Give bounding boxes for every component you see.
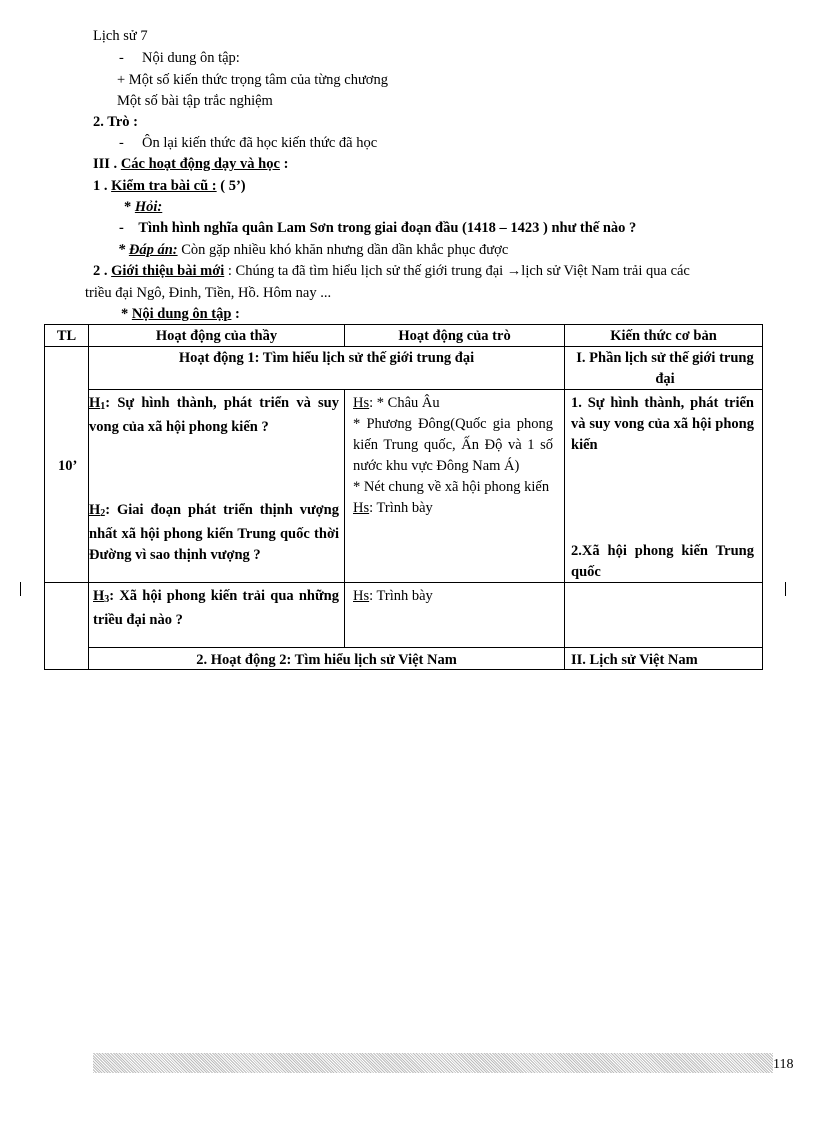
- answer-text: Còn gặp nhiều khó khăn nhưng dần dần khắc phục được: [177, 242, 509, 258]
- footer-bar: [93, 1053, 773, 1073]
- activity1-knowledge: I. Phần lịch sử thế giới trung đại: [576, 350, 754, 387]
- student-answer-3: Hs: Trình bày: [353, 588, 433, 604]
- section3-colon: :: [279, 156, 289, 172]
- time-label: 10’: [58, 458, 78, 474]
- intro-num: 2 .: [93, 263, 108, 279]
- knowledge-1: 1. Sự hình thành, phát triển và suy vong của xã hội phong kiến: [571, 395, 754, 453]
- question-label-text: Hỏi:: [134, 199, 163, 215]
- intro-line-1: [93, 262, 690, 280]
- check-num: 1 .: [93, 178, 108, 194]
- knowledge-2: 2.Xã hội phong kiến Trung quốc: [571, 543, 754, 580]
- activity1-title: Hoạt động 1: Tìm hiểu lịch sử thế giới trung đại: [178, 350, 475, 366]
- header-knowledge: Kiến thức cơ bản: [610, 328, 717, 344]
- answer-label: Đáp án:: [128, 242, 178, 258]
- subject-title: Lịch sử 7: [93, 28, 148, 44]
- activity2-knowledge: II. Lịch sử Việt Nam: [571, 652, 698, 668]
- key-knowledge-item: + Một số kiến thức trọng tâm của từng chương: [117, 72, 388, 88]
- student-item: - Ôn lại kiến thức đã học kiến thức đã học: [119, 135, 378, 151]
- section3-num: III .: [93, 156, 118, 172]
- teacher-question-1: $H_1$: Sự hình thành, phát triển và suy vong của xã hội phong kiến ?: [89, 395, 339, 435]
- student-item-text: Ôn lại kiến thức đã học kiến thức đã học: [141, 135, 378, 151]
- question-text: Tình hình nghĩa quân Lam Sơn trong giai đoạn đầu (1418 – 1423 ) như thế nào ?: [138, 220, 637, 236]
- section3-title: Các hoạt động dạy và học: [120, 156, 280, 172]
- header-student: Hoạt động của trò: [398, 328, 511, 344]
- intro-line-2: triều đại Ngô, Đinh, Tiền, Hồ. Hôm nay ...: [85, 285, 332, 301]
- answer-line: * Đáp án: Còn gặp nhiều khó khăn nhưng dần dần khắc phục được: [118, 242, 509, 258]
- intro-title: Giới thiệu bài mới: [111, 263, 225, 279]
- question-item: - Tình hình nghĩa quân Lam Sơn trong giai đoạn đầu (1418 – 1423 ) như thế nào ?: [119, 220, 637, 236]
- content-heading-title: Nội dung ôn tập: [131, 306, 232, 322]
- student-answer-1: Hs: * Châu Âu * Phương Đông(Quốc gia phong kiến Trung quốc, Ấn Độ và 1 số nước khu vực Đông Nam Á) * Nét chung về xã hội phong kiến Hs: Trình bày: [353, 395, 553, 516]
- exercises-item: Một số bài tập trắc nghiệm: [117, 93, 273, 109]
- header-tl: TL: [56, 328, 77, 344]
- review-content-text: Nội dung ôn tập:: [141, 50, 240, 66]
- content-heading-colon: :: [231, 306, 240, 322]
- check-title: Kiểm tra bài cũ :: [111, 178, 217, 194]
- intro-text-1: : Chúng ta đã tìm hiểu lịch sử thế giới trung đại →lịch sử Việt Nam trải qua các: [224, 263, 690, 279]
- page-number: 118: [773, 1057, 794, 1072]
- activity2-title: 2. Hoạt động 2: Tìm hiểu lịch sử Việt Nam: [196, 652, 457, 668]
- check-time: ( 5’): [216, 178, 246, 194]
- student-heading: 2. Trò :: [93, 114, 138, 130]
- section3-heading: [93, 155, 288, 173]
- teacher-question-2: $H_2$: Giai đoạn phát triển thịnh vượng nhất xã hội phong kiến Trung quốc thời Đường vì sao thịnh vượng ?: [89, 502, 339, 563]
- header-teacher: Hoạt động của thầy: [155, 328, 278, 344]
- question-label: * Hỏi:: [124, 199, 163, 215]
- content-heading: * Nội dung ôn tập :: [121, 306, 240, 322]
- check-heading: [93, 177, 246, 195]
- review-content-item: - Nội dung ôn tập:: [119, 50, 240, 66]
- teacher-question-3: $H_3$: Xã hội phong kiến trải qua những triều đại nào ?: [93, 588, 339, 628]
